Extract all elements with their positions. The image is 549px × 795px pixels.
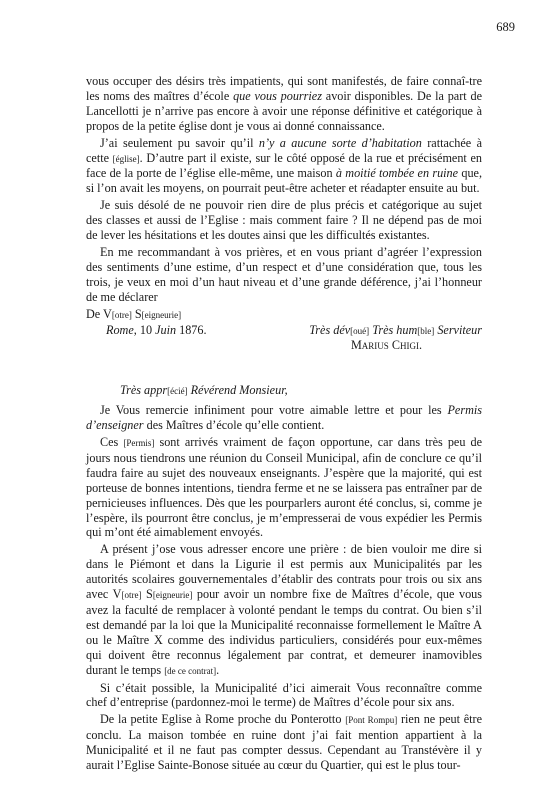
- signature: Marius Chigi.: [350, 338, 422, 353]
- paragraph: A présent j’ose vous adresser encore une prière : de bien vouloir me dire si dans le Piémont et dans la Ligurie il est permis aux Municipalités par les autorités scolaires gouvernementales d’établir des contrats pour trois ou six ans avec V[otre] S[eigneurie] pour avoir un nombre fixe de Maîtres d’école, que vous avez la faculté de remplacer à volonté pendant le temps du contrat. Ou bien s’il est demandé par la loi que la Municipalité reconnaisse formellement le Maître A ou le Maître X comme des individus particuliers, considérés pour eux-mêmes qui doivent être reconnus légalement par contrat, et demeurer inamovibles durant le temps [de ce contrat].: [86, 542, 483, 677]
- closing-row: [86, 323, 482, 339]
- salutation: Très appr[écié] Révérend Monsieur,: [120, 383, 288, 398]
- closing-addressee: De V[otre] S[eigneurie]: [86, 306, 182, 321]
- paragraph: Je suis désolé de ne pouvoir rien dire de plus précis et catégorique au sujet des classes et aussi de l’Eglise : mais comment faire ? Il ne dépend pas de moi de lever les hésitations et les doutes ainsi que les difficultés existantes.: [86, 198, 482, 243]
- closing-block: [86, 307, 482, 354]
- paragraph: vous occuper des désirs très impatients, qui sont manifestés, de faire connaî-tre les noms des maîtres d’école que vous pourriez avoir disponibles. De la part de Lancellotti je n’arrive pas encore à avoir une réponse définitive et catégorique à propos de la petite église dont je vous ai donné connaissance.: [86, 74, 482, 133]
- signoff: Très dév[oué] Très hum[ble] Serviteur: [309, 322, 482, 337]
- paragraph: En me recommandant à vos prières, et en vous priant d’agréer l’expression des sentiments d’une estime, d’un respect et d’une considération que, tous les trois, je veux en moi d’un haut niveau et d’une grande déférence, j’ai l’honneur de me déclarer: [86, 244, 482, 304]
- paragraph: De la petite Eglise à Rome proche du Ponterotto [Pont Rompu] rien ne peut être conclu. La maison tombée en ruine dont j’ai fait mention appartient à la Municipalité et il ne faut pas compter dessus. Cependant au Transtévère il y aurait l’Eglise Sainte-Bonose située au cœur du Quartier, qui est le plus tour-: [86, 712, 483, 773]
- paragraph: Ces [Permis] sont arrivés vraiment de façon opportune, car dans très peu de jours nous tiendrons une réunion du Conseil Municipal, afin de conclure ce qu’il faudra faire au sujet des nouveaux enseignants. J’espère que la majorité, qui est porteuse de bonnes intentions, tiendra ferme et ne se laissera pas entraîner par de pernicieuses influences. Dès que les pourparlers auront été conclus, si, comme je l’espère, ils pourront être conclus, je m’empresserai de vous expédier les Permis qui m’ont été aimablement envoyés.: [86, 435, 483, 540]
- paragraph: Je Vous remercie infiniment pour votre aimable lettre et pour les Permis d’enseigner des Maîtres d’école qu’elle contient.: [86, 403, 482, 433]
- letter-body: [86, 74, 482, 775]
- paragraph: Si c’était possible, la Municipalité d’ici aimerait Vous reconnaître comme chef d’entreprise (pardonnez-moi le terme) de Maîtres d’école pour six ans.: [86, 680, 482, 710]
- page-number: 689: [496, 20, 515, 34]
- place-date: Rome, 10 Juin 1876.: [106, 322, 207, 337]
- paragraph: J’ai seulement pu savoir qu’il n’y a aucune sorte d’habitation rattachée à cette [église]. D’autre part il existe, sur le côté opposé de la rue et précisément en face de la porte de l’église elle-même, une maison à moitié tombée en ruine que, si l’on avait les moyens, on pourrait peut-être acheter et réadapter ensuite au but.: [86, 135, 482, 196]
